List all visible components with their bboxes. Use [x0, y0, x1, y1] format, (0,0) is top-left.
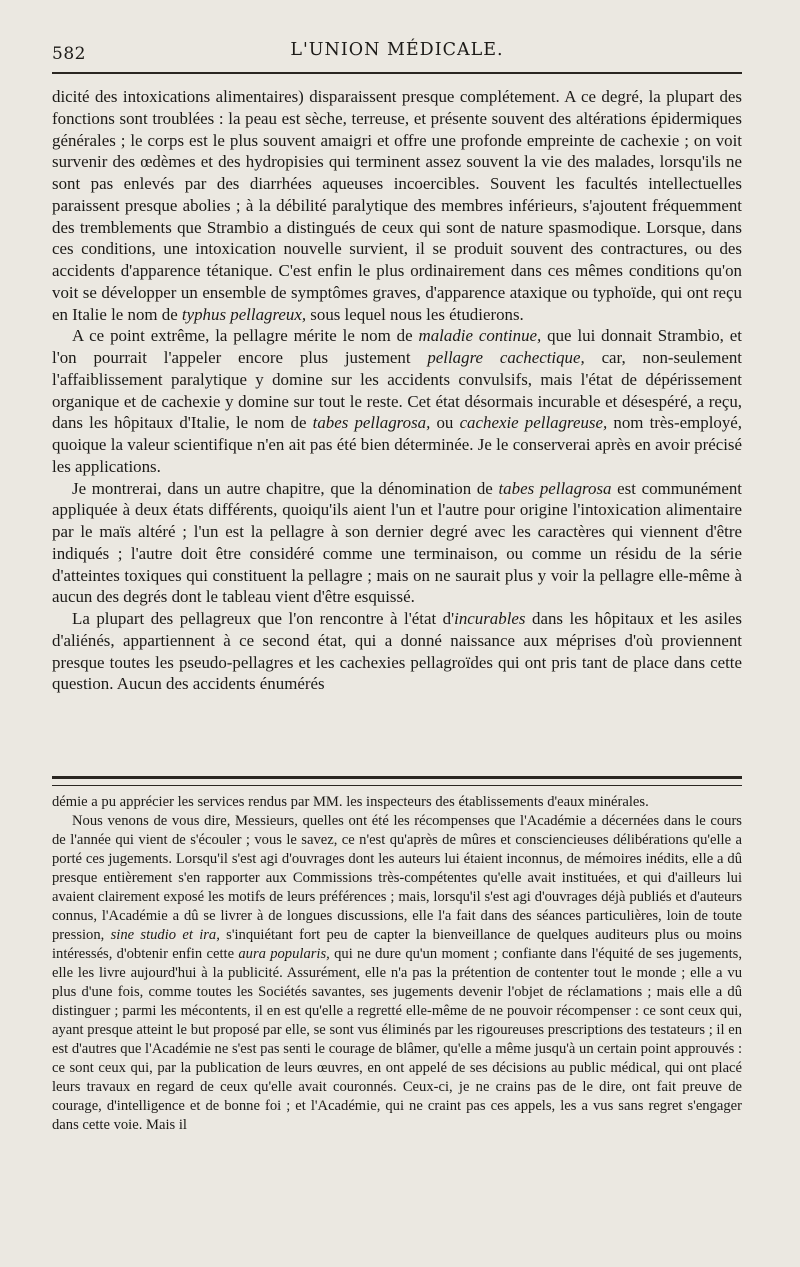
paragraph-1 — [52, 86, 742, 325]
paragraph-3 — [52, 478, 742, 609]
text-run: La plupart des pellagreux que l'on rencontre à l'état d' — [72, 609, 455, 628]
italic-term: tabes pellagrosa — [498, 478, 612, 498]
italic-term: maladie continue, — [418, 326, 542, 346]
text-run: qui ne dure qu'un moment ; confiante dans l'équité de ses jugements, elle les livre aujourd'hui à la publicité. Assurément, elle n'a pas la prétention de contenter tout le monde ; elle a vu plus d'une fois, comme toutes les Sociétés savantes, ses jugements devenir l'objet de réclamations ; mais elle a dû distinguer ; parmi les mécontents, il en est qu'elle a regretté elle-même de ne pouvoir récompenser : ce sont ceux qui, ayant presque atteint le but proposé par elle, se sont vus éliminés par les rigoureuses prescriptions des testateurs ; il en est d'autres que l'Académie ne s'est pas senti le courage de blâmer, qu'elle a même jusqu'à un certain point approuvés : ce sont ceux qui, par la publication de leurs œuvres, en ont appelé de ses décisions au public médical, qui ont placé leurs travaux en regard de ceux qu'elle avait couronnés. Ceux-ci, je ne crains pas de le dire, ont fait preuve de courage, d'intelligence et de bonne foi ; et l'Académie, qui ne craint pas ces appels, les a vus sans regret s'engager dans cette voie. Mais il — [52, 946, 742, 1133]
italic-term: incurables — [454, 609, 526, 628]
text-run: A ce point extrême, la pellagre mérite le nom de — [72, 326, 419, 346]
text-run: Nous venons de vous dire, Messieurs, quelles ont été les récompenses que l'Académie a décernées dans le cours de l'année qui vient de s'écouler ; vous le savez, ce n'est qu'après de mûres et consciencieuses délibérations qu'elle a porté ces jugements. Lorsqu'il s'est agi d'ouvrages dont les auteurs lui étaient inconnus, de mémoires inédits, elle a dû presque entièrement s'en rapporter aux Commissions très-compétentes qu'elle avait instituées, et qui d'ailleurs lui avaient clairement exposé les motifs de leurs préférences ; mais, lorsqu'il s'est agi d'ouvrages déjà publiés et d'auteurs connus, l'Académie a dû se livrer à de longues discussions, elle l'a fait dans des séances particulières, loin de toute pression, — [52, 813, 742, 943]
text-run: car, non-seulement l'affaiblissement paralytique y domine sur les accidents convulsifs, mais l'état de dépérissement organique et de cachexie y domine sur tout le reste. Cet état désormais incurable et désespéré, a reçu, dans les hôpitaux d'Italie, le nom de — [52, 348, 742, 433]
feuilleton-paragraph-2 — [52, 812, 742, 1135]
feuilleton-text — [52, 793, 742, 1135]
feuilleton-separator — [52, 776, 742, 786]
italic-term: pellagre cachectique, — [427, 348, 585, 367]
text-run: nom très-employé, quoique la valeur scientifique n'en ait pas été bien déterminée. Je le conserverai après en avoir précisé les applications. — [52, 413, 742, 476]
page-header — [52, 36, 742, 62]
italic-term: sine studio et ira, — [110, 927, 220, 943]
text-run: démie a pu apprécier les services rendus par MM. les inspecteurs des établissements d'eaux minérales. — [52, 794, 649, 810]
text-run: ou — [430, 413, 460, 433]
text-run: s'inquiétant fort peu de capter la bienveillance de quelques auditeurs plus ou moins intéressés, d'obtenir enfin cette — [52, 927, 742, 962]
text-run: dans les hôpitaux et les asiles d'aliénés, appartiennent à ce second état, qui a donné naissance aux méprises d'où proviennent presque toutes les pseudo-pellagres et les cachexies pellagroïdes qui ont pris tant de place dans cette question. Aucun des accidents énumérés — [52, 609, 742, 694]
text-run: Je montrerai, dans un autre chapitre, que la dénomination de — [72, 478, 499, 498]
italic-term: aura popularis, — [238, 946, 330, 962]
feuilleton-paragraph-1 — [52, 793, 742, 812]
text-run: que lui donnait Strambio, et l'on pourrait l'appeler encore plus justement — [52, 326, 742, 367]
running-title: L'UNION MÉDICALE. — [290, 40, 504, 60]
paragraph-2 — [52, 325, 742, 477]
text-run: dicité des intoxications alimentaires) disparaissent presque complétement. A ce degré, la plupart des fonctions sont troublées : la peau est sèche, terreuse, et présente souvent des altérations épidermiques générales ; le corps est le plus souvent amaigri et offre une profonde empreinte de cachexie ; on voit survenir des œdèmes et des hydropisies qui terminent assez souvent la vie des malades, lorsqu'ils ne sont pas enlevés par des diarrhées aqueuses incoercibles. Souvent les facultés intellectuelles paraissent presque abolies ; à la débilité paralytique des membres inférieurs, s'ajoutent fréquemment des tremblements que Strambio a distingués de ceux qui sont de nature spasmodique. Lorsque, dans ces conditions, une intoxication nouvelle survient, il se produit souvent des contractures, ou des accidents d'apparence tétanique. C'est enfin le plus ordinairement dans ces mêmes conditions qu'on voit se développer un ensemble de symptômes graves, d'apparence ataxique ou typhoïde, qui ont reçu en Italie le nom de — [52, 87, 742, 324]
paragraph-4 — [52, 608, 742, 695]
italic-term: tabes pellagrosa, — [312, 413, 431, 433]
main-article-text — [52, 86, 742, 695]
italic-term: typhus pellagreux, — [181, 304, 307, 324]
text-run: est communément appliquée à deux états différents, quoiqu'ils aient l'un et l'autre pour origine l'intoxication alimentaire par le maïs altéré ; l'un est la pellagre à son dernier degré avec les caractères qui viennent d'être indiqués ; l'autre doit être considéré comme une terminaison, ou comme un résidu de la série d'atteintes toxiques qui constituent la pellagre ; mais on ne saurait plus y voir la pellagre elle-même à aucun des degrés dont le tableau vient d'être esquissé. — [52, 478, 742, 607]
text-run: sous lequel nous les étudierons. — [306, 304, 524, 324]
page-number: 582 — [52, 44, 86, 64]
italic-term: cachexie pellagreuse, — [459, 413, 608, 433]
header-rule — [52, 72, 742, 74]
